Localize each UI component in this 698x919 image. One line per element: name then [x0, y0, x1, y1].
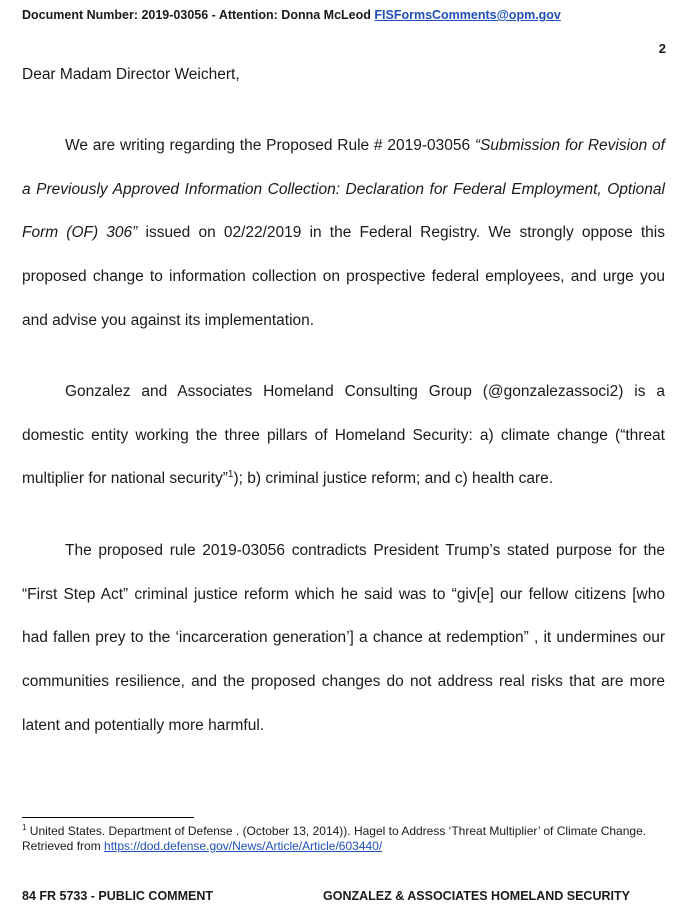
- page-number: 2: [658, 41, 666, 56]
- document-header: [22, 8, 561, 22]
- paragraph-2-text-a: Gonzalez and Associates Homeland Consulting Group (@gonzalezassoci2) is a domestic entity working the three pillars of Homeland Security: a) climate change (“threat multiplier for national security”: [22, 383, 665, 488]
- footnote: [22, 824, 672, 854]
- email-link[interactable]: FISFormsComments@opm.gov: [374, 8, 561, 22]
- paragraph-2-text-b: ); b) criminal justice reform; and c) health care.: [233, 470, 554, 488]
- paragraph-3: The proposed rule 2019-03056 contradicts President Trump’s stated purpose for the “First Step Act” criminal justice reform which he said was to “giv[e] our fellow citizens [who had fallen prey to the ‘incarceration generation’] a chance at redemption” , it undermines our communities resilience, and the proposed changes do not address real risks that are more latent and potentially more harmful.: [22, 542, 665, 734]
- footnote-marker: 1: [22, 823, 27, 832]
- footnote-link[interactable]: https://dod.defense.gov/News/Article/Article/603440/: [104, 839, 383, 853]
- paragraph-1-text-b: issued on 02/22/2019 in the Federal Registry. We strongly oppose this proposed change to information collection on prospective federal employees, and urge you and advise you against its implementation.: [22, 224, 665, 329]
- paragraph-2: [22, 370, 665, 501]
- footnote-text: United States. Department of Defense . (October 13, 2014)). Hagel to Address ‘Threat Multiplier’ of Climate Change. Retrieved from: [22, 824, 647, 853]
- salutation: Dear Madam Director Weichert,: [22, 66, 240, 83]
- footer-right: GONZALEZ & ASSOCIATES HOMELAND SECURITY: [323, 889, 630, 903]
- footnote-reference[interactable]: 1: [227, 469, 234, 481]
- footnote-divider: [22, 817, 194, 818]
- footer-left: 84 FR 5733 - PUBLIC COMMENT: [22, 889, 214, 903]
- header-text: Document Number: 2019-03056 - Attention: Donna McLeod: [22, 8, 375, 22]
- paragraph-1: [22, 124, 665, 343]
- paragraph-1-text-a: We are writing regarding the Proposed Rule # 2019-03056: [65, 137, 475, 154]
- rule-title: “Submission for Revision of a Previously Approved Information Collection: Declaration for Federal Employment, Optional Form (OF) 306”: [22, 137, 665, 242]
